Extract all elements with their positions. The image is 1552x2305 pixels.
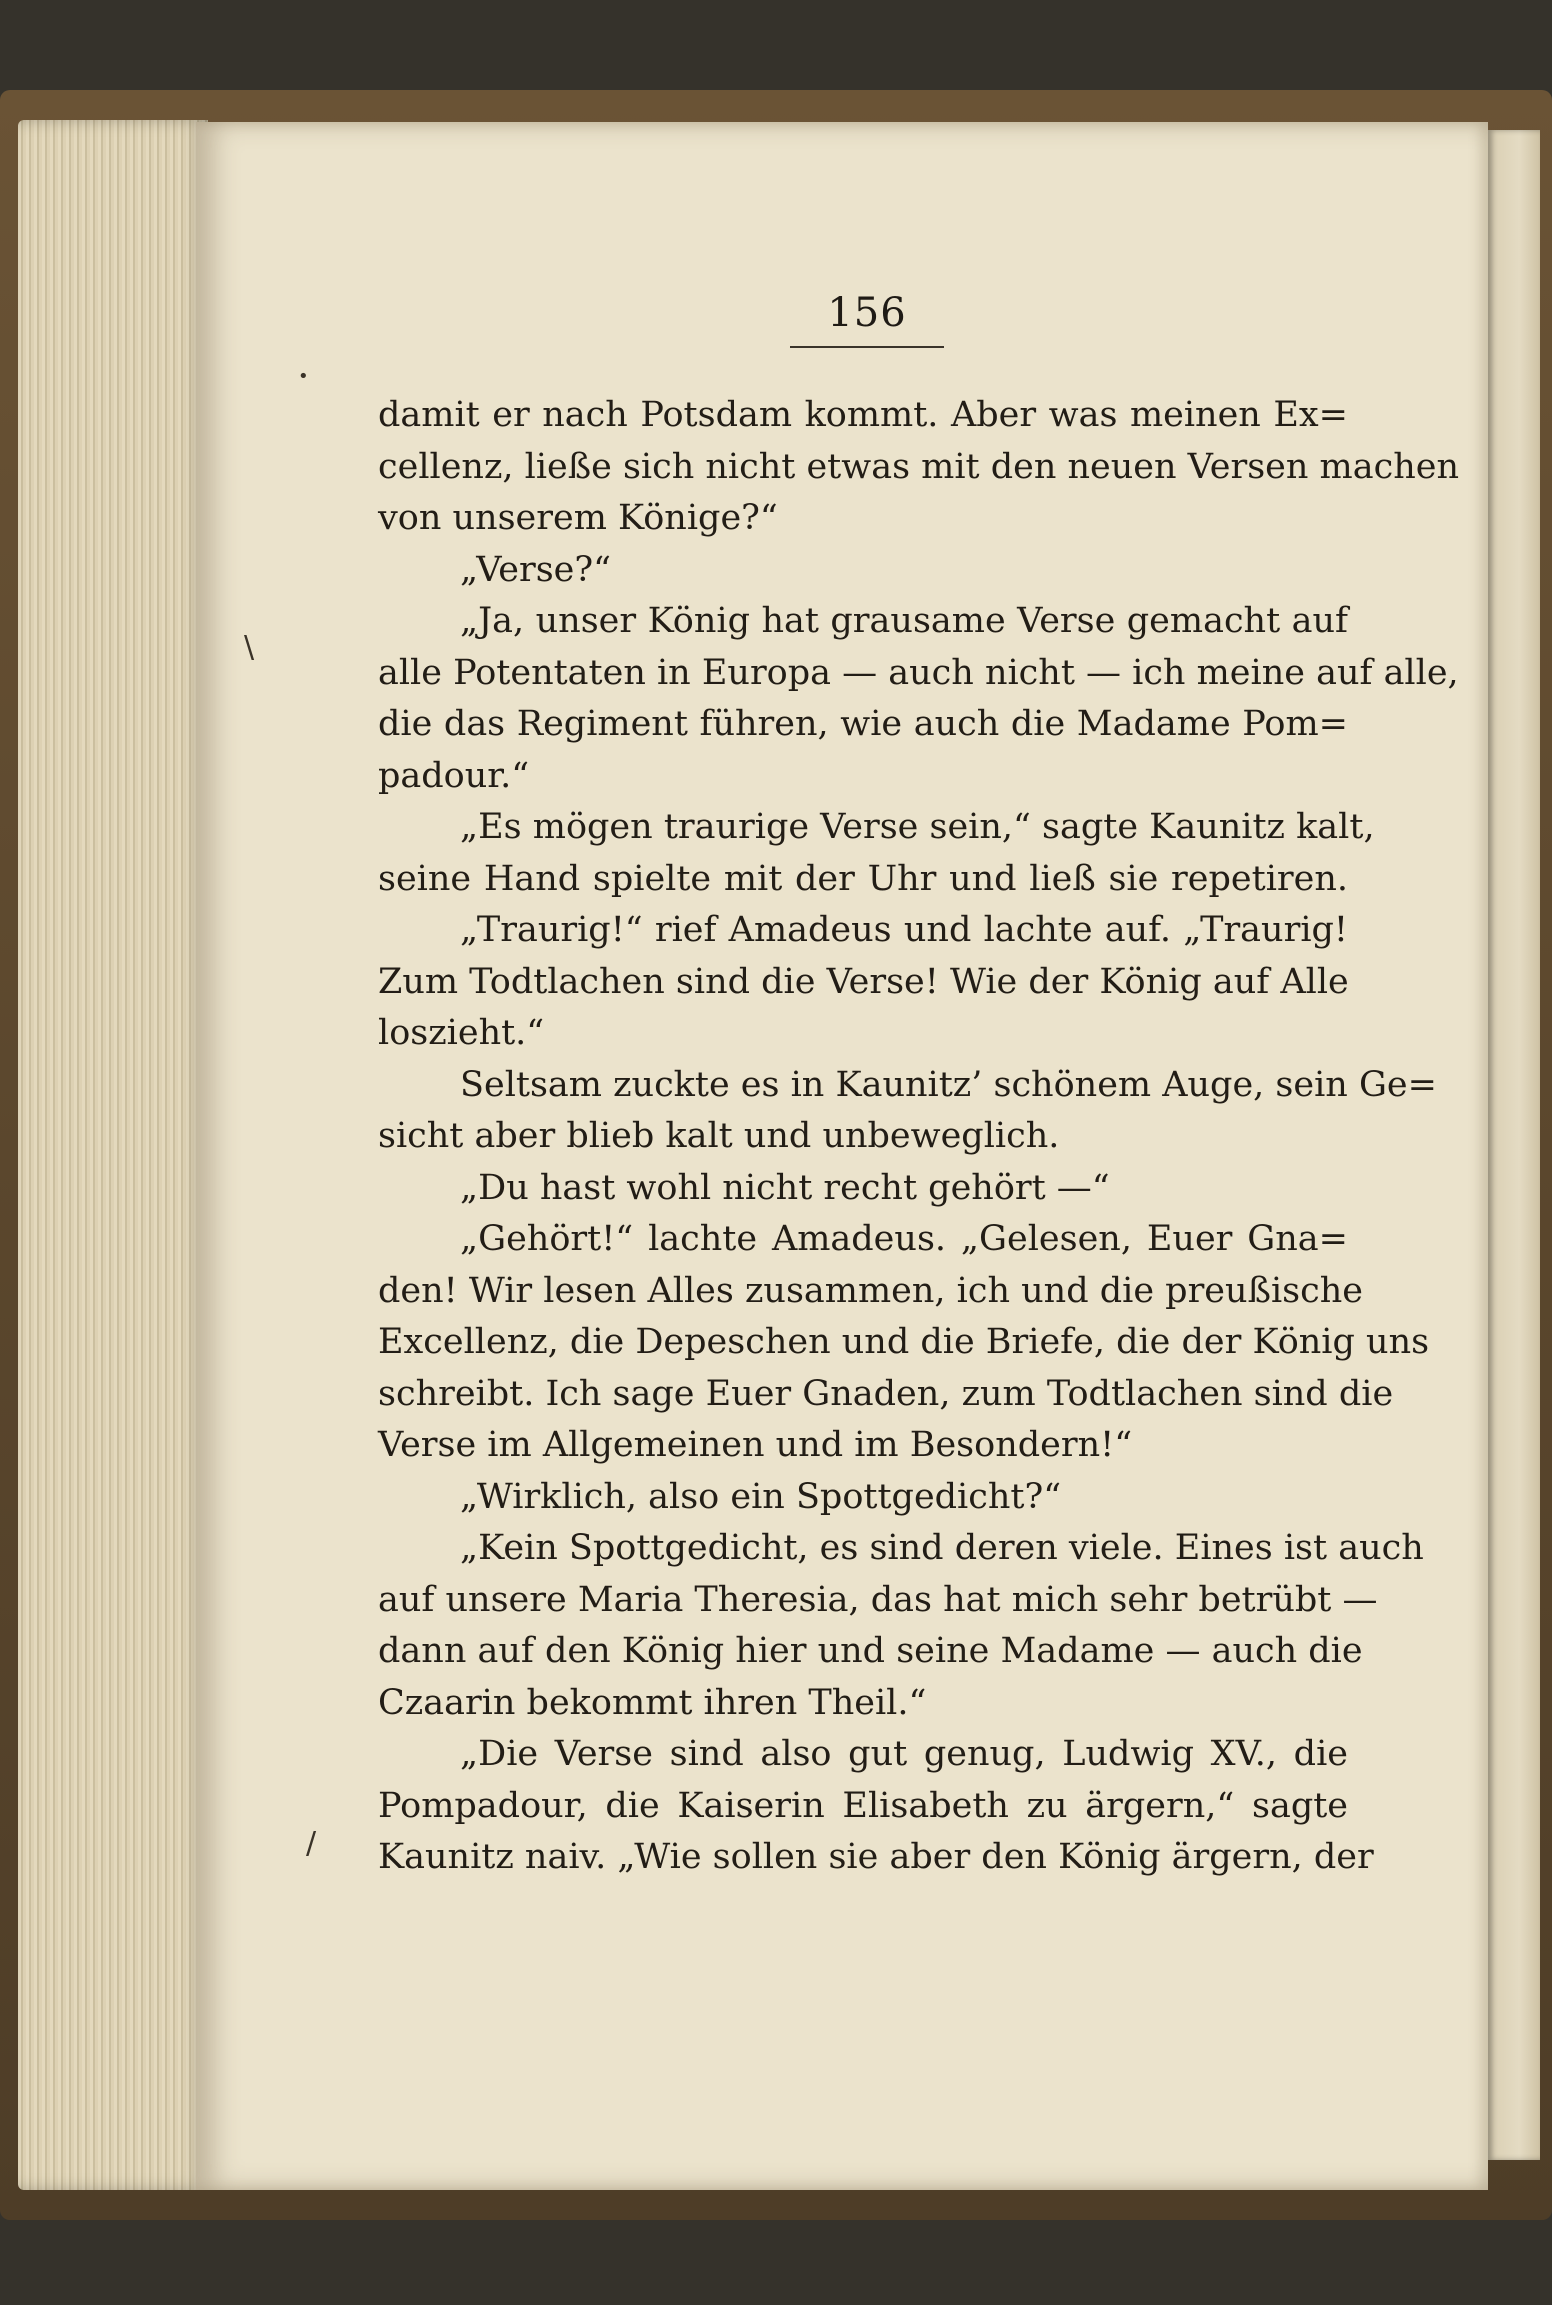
text-line: Verse im Allgemeinen und im Besondern!“	[378, 1425, 1133, 1465]
text-line: auf unsere Maria Theresia, das hat mich sehr betrübt —	[378, 1579, 1378, 1620]
text-line: „Verse?“	[460, 549, 612, 590]
facing-page-edge	[1488, 130, 1540, 2160]
text-line: padour.“	[378, 755, 530, 796]
text-line: seine Hand spielte mit der Uhr und ließ sie repetiren.	[378, 858, 1348, 899]
text-line: die das Regiment führen, wie auch die Madame Pom=	[378, 704, 1348, 744]
text-line: „Traurig!“ rief Amadeus und lachte auf. „Traurig!	[460, 910, 1348, 950]
text-line: dann auf den König hier und seine Madame — auch die	[378, 1631, 1363, 1671]
page-number-rule	[790, 346, 944, 348]
text-line: „Es mögen traurige Verse sein,“ sagte Kaunitz kalt,	[460, 807, 1375, 847]
text-line: loszieht.“	[378, 1013, 545, 1053]
text-line: „Du hast wohl nicht recht gehört —“	[460, 1167, 1110, 1208]
text-line: Excellenz, die Depeschen und die Briefe, die der König uns	[378, 1322, 1430, 1362]
text-line: von unserem Könige?“	[378, 498, 778, 538]
text-line: damit er nach Potsdam kommt. Aber was meinen Ex=	[378, 395, 1348, 435]
margin-pencil-mark-lower: /	[306, 1826, 317, 1861]
page-number: 156	[827, 290, 907, 336]
body-text	[378, 390, 1459, 1884]
text-line: den! Wir lesen Alles zusammen, ich und die preußische	[378, 1270, 1363, 1311]
text-line: „Ja, unser König hat grausame Verse gemacht auf	[460, 601, 1348, 641]
text-line: „Kein Spottgedicht, es sind deren viele. Eines ist auch	[460, 1528, 1424, 1568]
margin-pencil-mark: \	[244, 630, 255, 665]
text-line: Zum Todtlachen sind die Verse! Wie der König auf Alle	[378, 961, 1349, 1002]
text-line: cellenz, ließe sich nicht etwas mit den neuen Versen machen	[378, 446, 1459, 487]
text-line: sicht aber blieb kalt und unbeweglich.	[378, 1116, 1060, 1156]
margin-dot-mark: •	[298, 366, 309, 387]
text-line: „Wirklich, also ein Spottgedicht?“	[460, 1476, 1062, 1517]
text-line: alle Potentaten in Europa — auch nicht — ich meine auf alle,	[378, 652, 1459, 693]
text-line: Pompadour, die Kaiserin Elisabeth zu ärgern,“ sagte	[378, 1785, 1348, 1826]
text-line: Seltsam zuckte es in Kaunitz’ schönem Auge, sein Ge=	[460, 1064, 1437, 1105]
text-line: schreibt. Ich sage Euer Gnaden, zum Todtlachen sind die	[378, 1373, 1394, 1414]
text-line: Czaarin bekommt ihren Theil.“	[378, 1682, 927, 1723]
text-line: Kaunitz naiv. „Wie sollen sie aber den König ärgern, der	[378, 1837, 1374, 1877]
text-line: „Die Verse sind also gut genug, Ludwig XV., die	[460, 1734, 1348, 1774]
text-line: „Gehört!“ lachte Amadeus. „Gelesen, Euer Gna=	[460, 1219, 1348, 1259]
page-stack-left	[18, 120, 208, 2190]
